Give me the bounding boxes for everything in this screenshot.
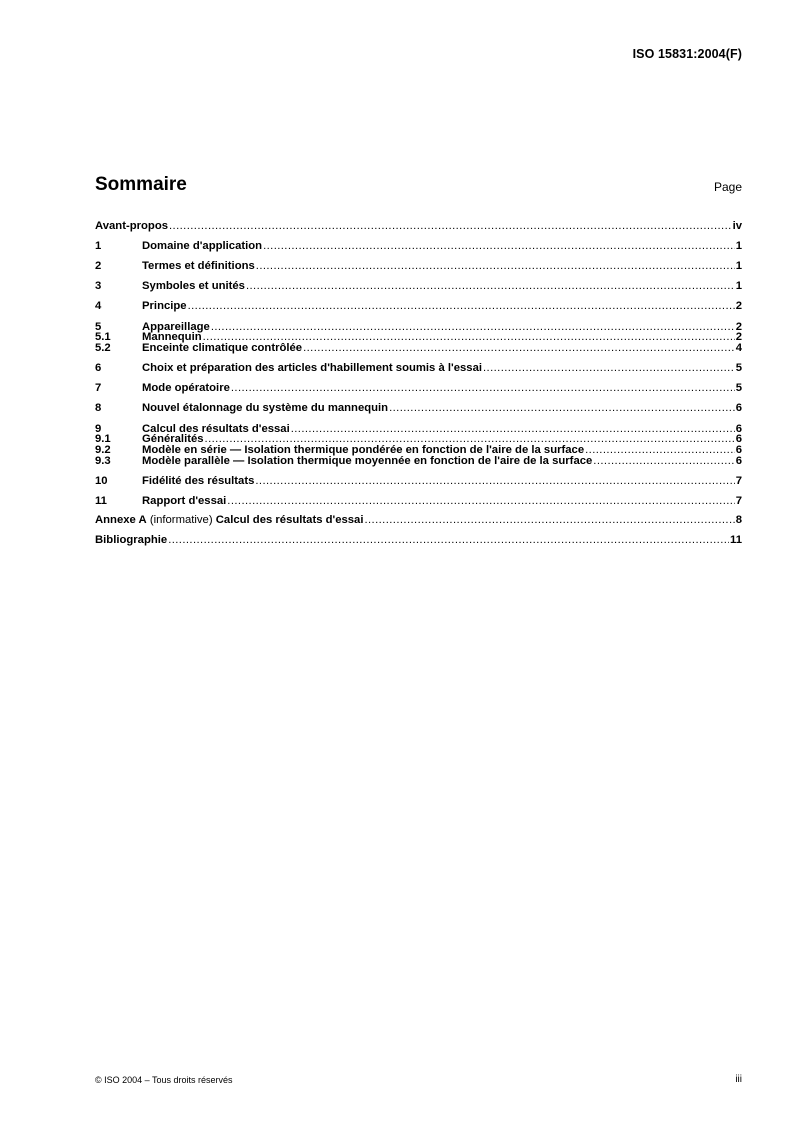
toc-entry-page: 2 — [735, 331, 742, 343]
toc-entry-label: Choix et préparation des articles d'habillement soumis à l'essai — [142, 362, 482, 374]
toc-entry-number: 2 — [95, 260, 102, 272]
toc-entry-label — [95, 513, 363, 528]
toc-entry-label: Rapport d'essai — [142, 495, 227, 507]
toc-header — [95, 174, 742, 200]
toc-leader-dots — [483, 361, 735, 376]
toc-entry-number: 9.2 — [95, 444, 111, 456]
toc-entry-number: 9 — [95, 423, 102, 435]
toc-leader-dots — [389, 401, 735, 416]
toc-entry-page: 6 — [735, 423, 742, 435]
toc-entry-number: 5 — [95, 321, 102, 333]
footer-copyright: © ISO 2004 – Tous droits réservés — [95, 1075, 233, 1085]
annex-title: Calcul des résultats d'essai — [215, 514, 364, 526]
toc-entry-label: Enceinte climatique contrôlée — [142, 342, 303, 354]
toc-entry-11[interactable] — [95, 494, 742, 509]
toc-entry-page: 7 — [735, 495, 742, 507]
toc-entry-page: 5 — [735, 382, 742, 394]
toc-entry-page: iv — [732, 220, 742, 232]
toc-entry-page: 1 — [735, 240, 742, 252]
toc-leader-dots — [227, 494, 734, 509]
toc-entry-number: 5.1 — [95, 331, 111, 343]
toc-entry-label: Termes et définitions — [142, 260, 255, 272]
toc-entry-1[interactable] — [95, 239, 742, 254]
toc-list — [95, 219, 742, 546]
toc-entry-page: 2 — [735, 321, 742, 333]
toc-entry-label: Nouvel étalonnage du système du mannequin — [142, 402, 389, 414]
toc-entry-4[interactable] — [95, 299, 742, 314]
toc-entry-number: 6 — [95, 362, 102, 374]
toc-entry-number: 4 — [95, 300, 102, 312]
toc-entry-number: 7 — [95, 382, 102, 394]
toc-entry-label: Symboles et unités — [142, 280, 245, 292]
document-reference: ISO 15831:2004(F) — [632, 47, 742, 61]
toc-entry-2[interactable] — [95, 259, 742, 274]
toc-leader-dots — [168, 533, 729, 548]
toc-leader-dots — [263, 239, 735, 254]
toc-entry-label: Appareillage — [142, 321, 210, 333]
toc-leader-dots — [231, 381, 735, 396]
toc-entry-number: 3 — [95, 280, 102, 292]
toc-entry-label: Modèle en série — Isolation thermique pondérée en fonction de l'aire de la surface — [142, 444, 585, 456]
toc-leader-dots — [188, 299, 735, 314]
toc-leader-dots — [593, 455, 734, 468]
toc-entry-number: 11 — [95, 495, 107, 507]
toc-entry-8[interactable] — [95, 401, 742, 416]
toc-entry-number: 8 — [95, 402, 102, 414]
annex-label: Annexe A — [95, 514, 147, 526]
toc-entry-number: 10 — [95, 475, 108, 487]
toc-entry-label: Principe — [142, 300, 187, 312]
toc-entry-9-3[interactable] — [95, 455, 742, 468]
toc-entry-annex-a[interactable] — [95, 513, 742, 528]
toc-entry-label: Domaine d'application — [142, 240, 263, 252]
toc-entry-7[interactable] — [95, 381, 742, 396]
toc-entry-label: Calcul des résultats d'essai — [142, 423, 290, 435]
toc-leader-dots — [255, 474, 734, 489]
toc-entry-page: 6 — [735, 433, 742, 445]
toc-entry-label: Fidélité des résultats — [142, 475, 255, 487]
toc-leader-dots — [246, 279, 735, 294]
toc-entry-page: 8 — [735, 514, 742, 526]
toc-entry-foreword[interactable] — [95, 219, 742, 234]
toc-entry-page: 11 — [730, 534, 742, 546]
toc-entry-page: 6 — [735, 455, 742, 467]
toc-entry-page: 5 — [735, 362, 742, 374]
toc-entry-label: Généralités — [142, 433, 204, 445]
toc-entry-page: 6 — [735, 444, 742, 456]
toc-entry-3[interactable] — [95, 279, 742, 294]
toc-entry-number: 9.3 — [95, 455, 111, 467]
toc-entry-page: 7 — [735, 475, 742, 487]
toc-entry-page: 2 — [735, 300, 742, 312]
toc-page-column-label: Page — [713, 180, 742, 194]
toc-entry-label: Mannequin — [142, 331, 202, 343]
toc-entry-page: 1 — [735, 280, 742, 292]
toc-entry-number: 1 — [95, 240, 102, 252]
toc-leader-dots — [256, 259, 735, 274]
toc-entry-label: Bibliographie — [95, 534, 168, 546]
toc-leader-dots — [303, 342, 735, 355]
toc-entry-6[interactable] — [95, 361, 742, 376]
toc-entry-10[interactable] — [95, 474, 742, 489]
annex-note: (informative) — [146, 514, 216, 526]
toc-entry-label: Avant-propos — [95, 220, 169, 232]
toc-entry-bibliography[interactable] — [95, 533, 742, 548]
toc-entry-page: 4 — [735, 342, 742, 354]
toc-entry-5-2[interactable] — [95, 342, 742, 355]
toc-entry-page: 6 — [735, 402, 742, 414]
toc-leader-dots — [364, 513, 734, 528]
toc-entry-label: Mode opératoire — [142, 382, 230, 394]
toc-leader-dots — [169, 219, 732, 234]
toc-entry-number: 9.1 — [95, 433, 111, 445]
toc-entry-label: Modèle parallèle — Isolation thermique moyennée en fonction de l'aire de la surface — [142, 455, 593, 467]
toc-title: Sommaire — [95, 174, 187, 195]
footer-page-number: iii — [735, 1074, 742, 1085]
toc-entry-number: 5.2 — [95, 342, 111, 354]
toc-entry-page: 1 — [735, 260, 742, 272]
